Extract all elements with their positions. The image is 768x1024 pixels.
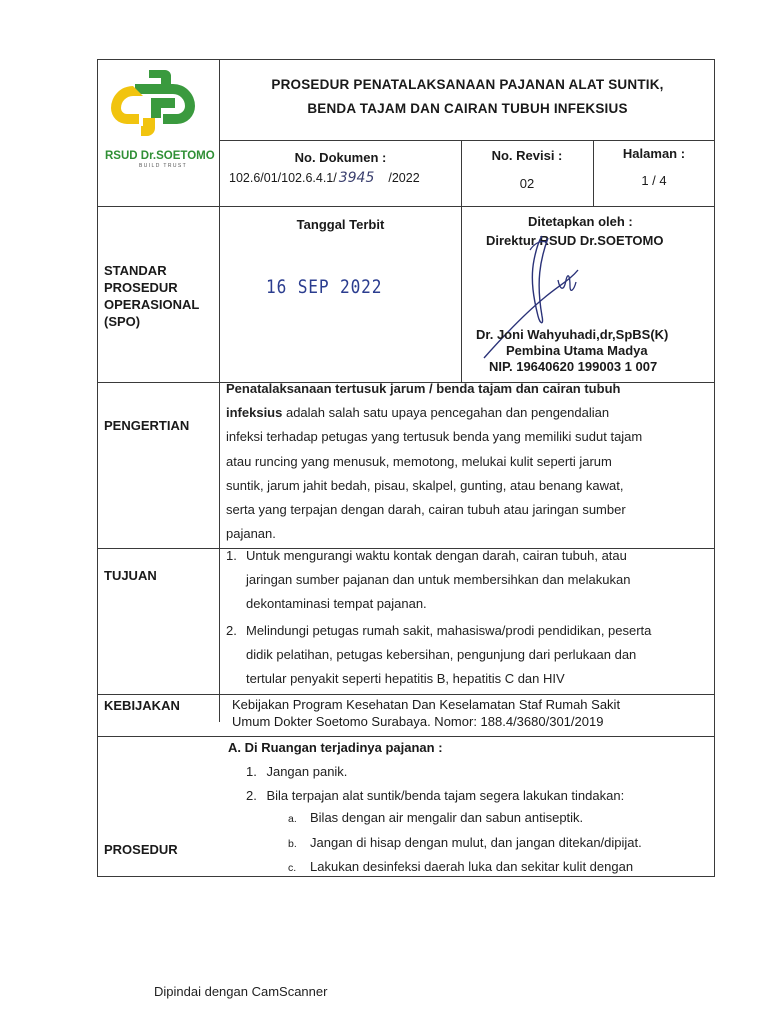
no-dokumen-handwritten: 3945 bbox=[338, 170, 375, 186]
pengertian-line bbox=[226, 401, 712, 425]
no-revisi-value: 02 bbox=[519, 176, 535, 191]
kebijakan-text bbox=[232, 696, 620, 730]
pengertian-bold-lead: Penatalaksanaan tertusuk jarum / benda tajam dan cairan tubuh bbox=[226, 381, 621, 396]
pengertian-line: serta yang terpajan dengan darah, cairan tubuh atau jaringan sumber bbox=[226, 502, 626, 518]
prosedur-step-text: Jangan panik. bbox=[266, 764, 348, 779]
prosedur-substep-text: Bilas dengan air mengalir dan sabun antiseptik. bbox=[310, 810, 584, 825]
tujuan-item-number: 2. bbox=[226, 623, 237, 638]
prosedur-substep bbox=[288, 810, 583, 825]
kebijakan-label: KEBIJAKAN bbox=[104, 698, 180, 713]
prosedur-label: PROSEDUR bbox=[104, 842, 178, 857]
ditetapkan-label: Ditetapkan oleh : bbox=[528, 214, 633, 229]
tanggal-terbit-stamp: 16 SEP 2022 bbox=[266, 276, 383, 298]
tujuan-item-number: 1. bbox=[226, 548, 237, 563]
tujuan-item bbox=[226, 619, 712, 692]
spo-label bbox=[104, 262, 199, 330]
pengertian-line: infeksi terhadap petugas yang tertusuk benda yang memiliki sudut tajam bbox=[226, 429, 643, 445]
prosedur-step bbox=[246, 764, 347, 779]
scanner-footer: Dipindai dengan CamScanner bbox=[154, 984, 328, 999]
no-dokumen-value bbox=[229, 170, 420, 186]
logo-mark-icon bbox=[103, 62, 215, 144]
spo-label-line: STANDAR bbox=[104, 263, 167, 278]
pengertian-line: pajanan. bbox=[226, 526, 276, 542]
tujuan-item-line: jaringan sumber pajanan dan untuk membersihkan dan melakukan bbox=[246, 572, 631, 588]
pengertian-line: atau runcing yang menusuk, memotong, melukai kulit seperti jarum bbox=[226, 453, 612, 469]
no-dokumen-prefix: 102.6/01/102.6.4.1/ bbox=[229, 171, 337, 185]
no-dokumen-label: No. Dokumen : bbox=[294, 150, 387, 165]
divider bbox=[219, 140, 715, 141]
tujuan-item-line: didik pelatihan, petugas kebersihan, pengunjung dari perlukaan dan bbox=[246, 647, 637, 663]
logo-text: RSUD Dr.SOETOMO bbox=[105, 150, 215, 162]
halaman-value: 1 / 4 bbox=[641, 173, 667, 188]
spo-label-line: OPERASIONAL bbox=[104, 297, 200, 312]
prosedur-substep bbox=[288, 835, 642, 850]
pengertian-line bbox=[226, 377, 712, 401]
signer-rank: Pembina Utama Madya bbox=[506, 343, 648, 358]
document-title bbox=[220, 73, 715, 121]
spo-label-line: PROSEDUR bbox=[104, 280, 178, 295]
signer-name: Dr. Joni Wahyuhadi,dr,SpBS(K) bbox=[476, 327, 669, 342]
prosedur-step-text: Bila terpajan alat suntik/benda tajam segera lakukan tindakan: bbox=[266, 788, 625, 803]
tujuan-item-line: dekontaminasi tempat pajanan. bbox=[246, 596, 427, 612]
tujuan-item bbox=[226, 544, 712, 617]
divider bbox=[97, 206, 715, 207]
pengertian-text bbox=[226, 377, 712, 546]
tujuan-item-line: Melindungi petugas rumah sakit, mahasiswa/prodi pendidikan, peserta bbox=[246, 623, 652, 638]
divider bbox=[97, 736, 715, 737]
prosedur-substep bbox=[288, 859, 633, 874]
prosedur-substep-letter: b. bbox=[288, 838, 297, 850]
title-line-1: PROSEDUR PENATALAKSANAAN PAJANAN ALAT SUNTIK, bbox=[271, 77, 664, 92]
tanggal-terbit-label: Tanggal Terbit bbox=[296, 217, 385, 232]
spo-label-line: (SPO) bbox=[104, 314, 141, 329]
pengertian-label: PENGERTIAN bbox=[104, 418, 190, 433]
ditetapkan-title: Direktur RSUD Dr.SOETOMO bbox=[486, 233, 664, 248]
logo-tagline: BUILD TRUST bbox=[139, 163, 188, 169]
tujuan-item-line: tertular penyakit seperti hepatitis B, hepatitis C dan HIV bbox=[246, 671, 565, 687]
no-dokumen-suffix: /2022 bbox=[388, 171, 420, 185]
prosedur-step-number: 2. bbox=[246, 788, 257, 803]
pengertian-bold-lead-2: infeksius bbox=[226, 405, 283, 421]
halaman-label: Halaman : bbox=[622, 146, 686, 161]
prosedur-substep-text: Jangan di hisap dengan mulut, dan jangan ditekan/dipijat. bbox=[310, 835, 642, 850]
title-line-2: BENDA TAJAM DAN CAIRAN TUBUH INFEKSIUS bbox=[307, 101, 628, 116]
prosedur-substep-letter: c. bbox=[288, 862, 297, 874]
kebijakan-line: Kebijakan Program Kesehatan Dan Keselamatan Staf Rumah Sakit bbox=[232, 697, 621, 712]
tujuan-item-line: Untuk mengurangi waktu kontak dengan darah, cairan tubuh, atau bbox=[246, 548, 627, 563]
prosedur-heading: A. Di Ruangan terjadinya pajanan : bbox=[228, 740, 443, 755]
signer-nip: NIP. 19640620 199003 1 007 bbox=[489, 359, 658, 374]
prosedur-step-number: 1. bbox=[246, 764, 257, 779]
prosedur-substep-letter: a. bbox=[288, 813, 297, 825]
no-revisi-label: No. Revisi : bbox=[491, 148, 563, 163]
hospital-logo bbox=[103, 62, 215, 174]
prosedur-substep-text: Lakukan desinfeksi daerah luka dan sekitar kulit dengan bbox=[310, 859, 634, 874]
kebijakan-line: Umum Dokter Soetomo Surabaya. Nomor: 188.4/3680/301/2019 bbox=[232, 714, 604, 729]
pengertian-line: suntik, jarum jahit bedah, pisau, skalpel, gunting, atau benang kawat, bbox=[226, 477, 624, 493]
prosedur-step bbox=[246, 788, 624, 803]
tujuan-label: TUJUAN bbox=[104, 568, 157, 583]
pengertian-line-rest: adalah salah satu upaya pencegahan dan pengendalian bbox=[282, 405, 610, 421]
divider bbox=[97, 694, 715, 695]
